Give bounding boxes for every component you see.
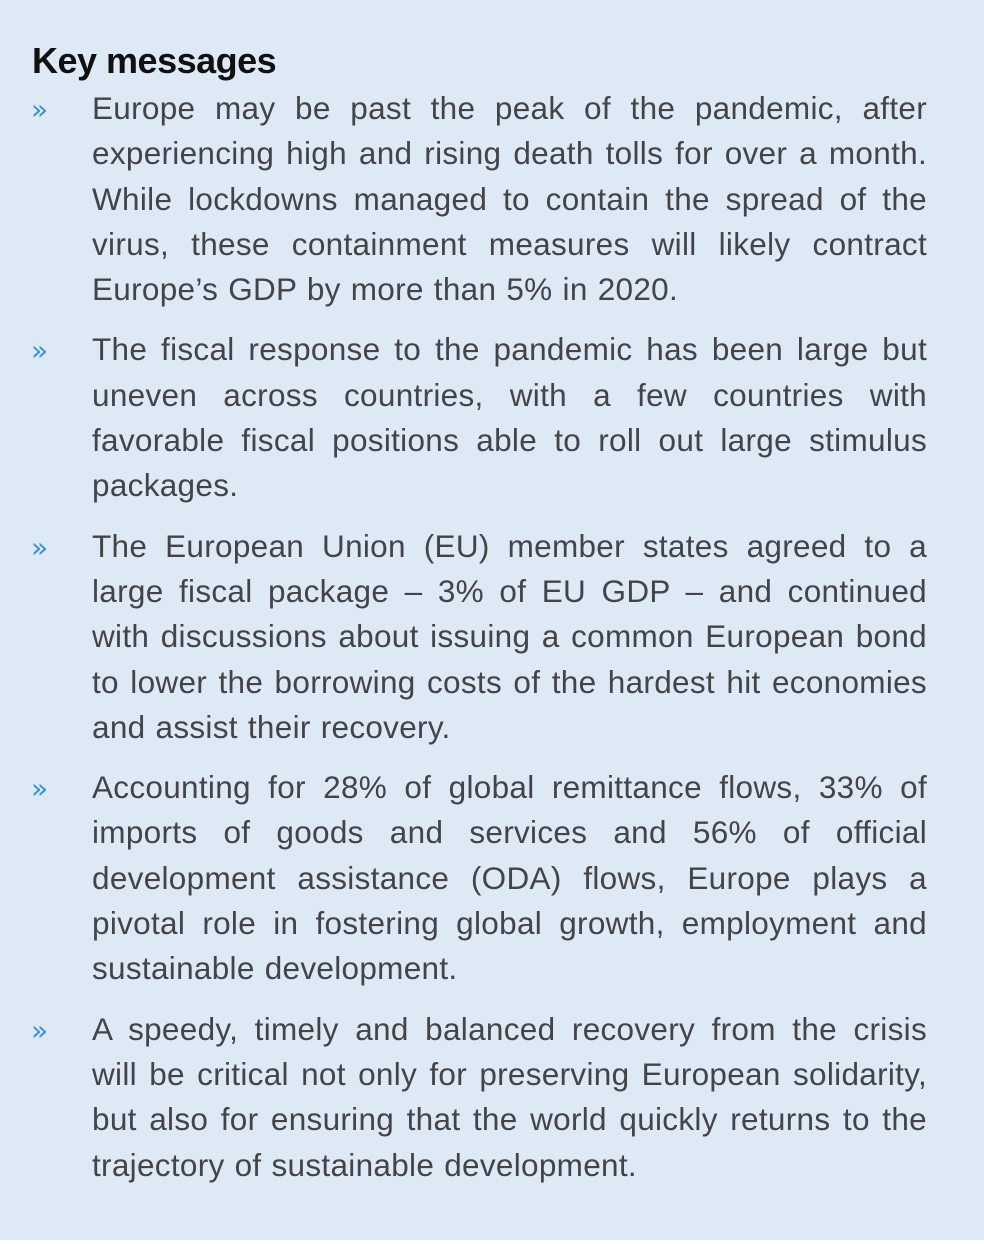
message-text: A speedy, timely and balanced recovery from the crisis will be critical not only for preserving European solidarity, but also for ensuring that the world quickly returns to the trajectory of sustainable development. <box>92 1010 927 1183</box>
chevron-bullet-icon: » <box>31 1013 49 1047</box>
key-messages-list <box>0 86 984 1203</box>
list-item <box>0 86 984 312</box>
chevron-bullet-icon: » <box>31 772 49 806</box>
chevron-bullet-icon: » <box>31 530 49 564</box>
list-item <box>0 327 984 508</box>
list-item <box>0 1007 984 1188</box>
list-item <box>0 524 984 750</box>
message-text: The fiscal response to the pandemic has been large but uneven across countries, with a few countries with favorable fiscal positions able to roll out large stimulus packages. <box>92 331 927 504</box>
message-text: Accounting for 28% of global remittance flows, 33% of imports of goods and services and 56% of official development assistance (ODA) flows, Europe plays a pivotal role in fostering global growth, employment and sustainable development. <box>92 769 927 987</box>
list-item <box>0 765 984 991</box>
message-text: The European Union (EU) member states agreed to a large fiscal package – 3% of EU GDP – and continued with discussions about issuing a common European bond to lower the borrowing costs of the hardest hit economies and assist their recovery. <box>92 527 927 745</box>
message-text: Europe may be past the peak of the pandemic, after experiencing high and rising death tolls for over a month. While lockdowns managed to contain the spread of the virus, these containment measures will likely contract Europe’s GDP by more than 5% in 2020. <box>92 90 927 308</box>
chevron-bullet-icon: » <box>31 93 49 126</box>
section-title: Key messages <box>32 40 277 81</box>
chevron-bullet-icon: » <box>31 334 49 368</box>
